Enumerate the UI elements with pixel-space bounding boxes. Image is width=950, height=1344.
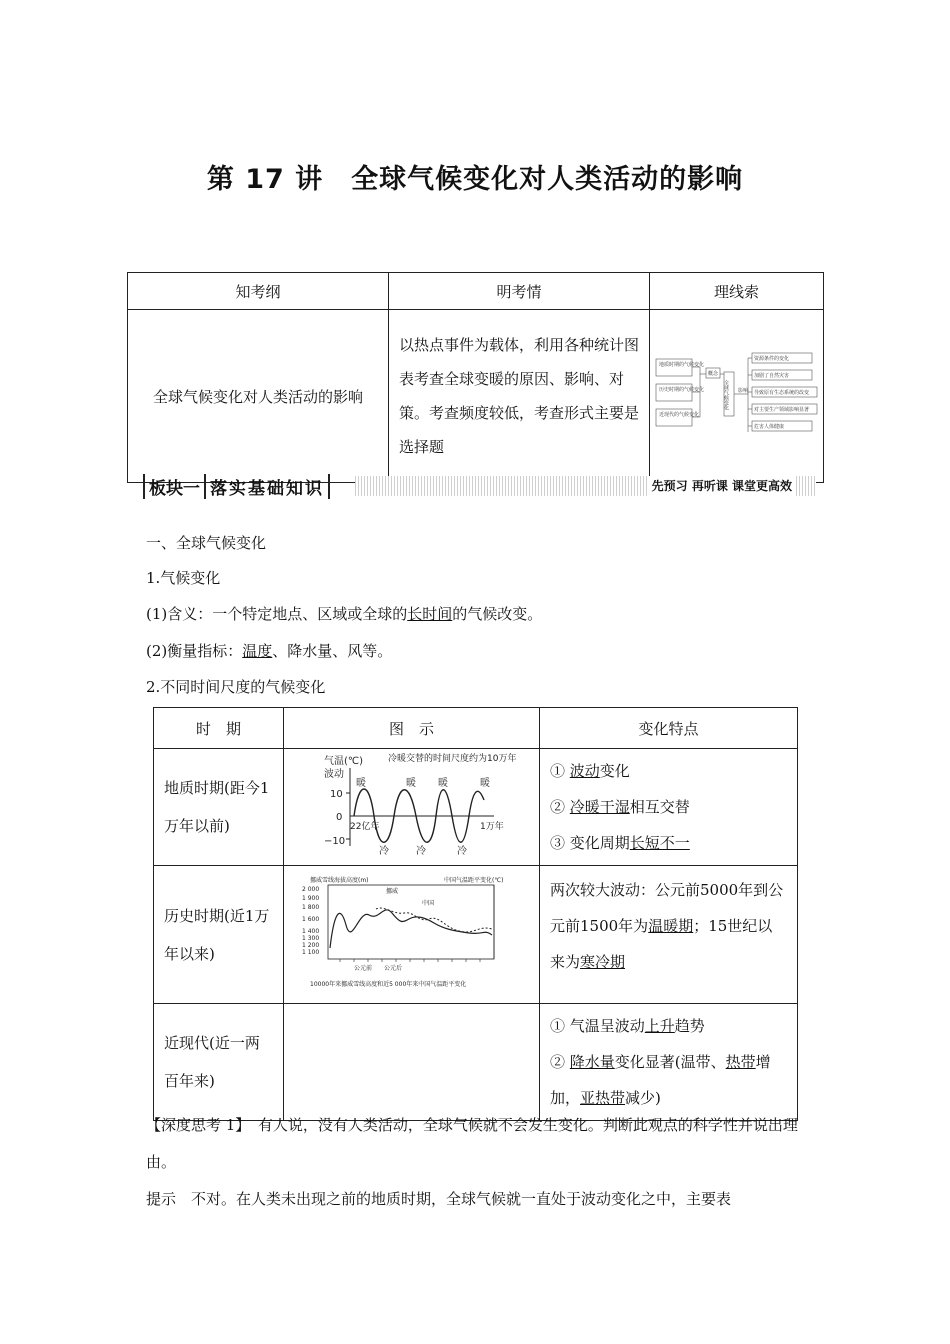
- geo-ytick-neg10: −10: [324, 836, 346, 847]
- mindmap-right-3: 对主要生产领域影响显著: [753, 407, 809, 413]
- answer-temperature: 温度: [242, 642, 273, 660]
- features-geologic: [540, 749, 798, 866]
- period-historic: 历史时期(近1万年以来): [154, 866, 284, 1004]
- mindmap-cell: [650, 310, 824, 483]
- geo-warm-4: 暖: [480, 778, 490, 789]
- geo-feature-3: ③ 变化周期长短不一: [550, 834, 690, 852]
- hist-ytick-6: 1 200: [302, 941, 320, 949]
- header-outline: 知考纲: [128, 273, 389, 310]
- geo-ytick-10: 10: [330, 789, 343, 800]
- geo-xend: 1万年: [480, 822, 504, 832]
- mindmap-left-1: 历史时期的气候变化: [658, 387, 704, 393]
- indicator-line: (2)衡量指标：温度、降水量、风等。: [146, 642, 393, 660]
- exam-info-cell: 以热点事件为载体，利用各种统计图表考查全球变暖的原因、影响、对策。考查频度较低，考查形式主要是选择题: [389, 310, 650, 483]
- deep-thinking-label: 【深度思考 1】: [146, 1116, 243, 1134]
- hist-right-title: 中国气温距平变化(℃): [444, 876, 504, 884]
- modern-feature-1: ① 气温呈波动上升趋势: [550, 1017, 705, 1035]
- hist-ytick-5: 1 300: [302, 934, 320, 942]
- mindmap-diagram: [652, 344, 822, 444]
- definition-line: (1)含义：一个特定地点、区域或全球的长时间的气候改变。: [146, 605, 543, 623]
- hist-china-line: [376, 908, 492, 932]
- historic-climate-chart: [284, 873, 537, 993]
- mindmap-left-0: 地质时期的气候变化: [658, 362, 704, 368]
- mindmap-right-2: 导致原有生态系统的改变: [753, 390, 809, 396]
- hist-ytick-7: 1 100: [302, 948, 320, 956]
- banner-label-2: 落实基础知识: [204, 474, 330, 499]
- historic-chart-cell: [284, 866, 540, 1004]
- geo-feature-1: ① 波动变化: [550, 762, 630, 780]
- mindmap-center: 全球气候变化: [722, 380, 729, 410]
- hist-series-norway: 挪威: [386, 887, 399, 895]
- geo-warm-2: 暖: [406, 778, 416, 789]
- geologic-temperature-chart: [284, 750, 537, 860]
- geo-xstart: 22亿年: [350, 822, 380, 832]
- hist-norway-line: [330, 909, 492, 947]
- features-modern: [540, 1004, 798, 1121]
- geo-note: 冷暖交替的时间尺度约为10万年: [388, 754, 517, 764]
- mindmap-right-0: 资源条件的变化: [753, 356, 789, 362]
- geo-warm-3: 暖: [438, 778, 448, 789]
- mindmap-effect: 影响: [737, 388, 748, 394]
- answer-warm-period: 温暖期: [648, 917, 694, 935]
- geo-cold-3: 冷: [457, 846, 467, 857]
- header-exam-info: 明考情: [389, 273, 650, 310]
- modern-chart-cell: [284, 1004, 540, 1121]
- section-heading: 一、全球气候变化: [146, 534, 267, 552]
- geo-ylabel2: 波动: [324, 769, 344, 780]
- mindmap-right-1: 加剧了自然灾害: [753, 373, 789, 379]
- geo-ylabel: 气温(℃): [324, 756, 364, 767]
- hist-ytick-2: 1 800: [302, 903, 320, 911]
- features-historic: 两次较大波动：公元前5000年到公元前1500年为温暖期；15世纪以来为寒冷期: [540, 866, 798, 1004]
- banner-slogan: 先预习 再听课 课堂更高效: [648, 476, 796, 496]
- hist-series-china: 中国: [422, 899, 435, 907]
- banner-label-1: 板块一: [143, 474, 204, 499]
- geo-cold-1: 冷: [379, 846, 389, 857]
- section-banner: [143, 474, 816, 498]
- deep-thinking-answer: 提示 不对。在人类未出现之前的地质时期，全球气候就一直处于波动变化之中，主要表: [146, 1190, 732, 1208]
- hist-bc: 公元前: [354, 964, 373, 972]
- header-features: 变化特点: [540, 708, 798, 749]
- hist-plot-frame: [328, 885, 494, 959]
- hist-ytick-4: 1 400: [302, 927, 320, 935]
- hist-caption: 10000年来挪威雪线高度和近5 000年来中国气温距平变化: [310, 980, 467, 988]
- mindmap-left-2: 近现代的气候变化: [658, 412, 699, 418]
- answer-long-time: 长时间: [407, 605, 453, 623]
- deep-thinking-question: 【深度思考 1】 有人说，没有人类活动，全球气候就不会发生变化。判断此观点的科学性并说出理由。: [146, 1116, 798, 1171]
- mindmap-right-4: 危害人体健康: [753, 424, 784, 430]
- outline-cell: 全球气候变化对人类活动的影响: [128, 310, 389, 483]
- geo-feature-2: ② 冷暖干湿相互交替: [550, 798, 690, 816]
- period-modern: 近现代(近一两百年来): [154, 1004, 284, 1121]
- subheading-time-scales: 2.不同时间尺度的气候变化: [146, 678, 326, 696]
- page-title: 第 17 讲 全球气候变化对人类活动的影响: [206, 164, 744, 195]
- overview-table: [127, 272, 824, 483]
- period-geologic: 地质时期(距今1万年以前): [154, 749, 284, 866]
- geo-ytick-0: 0: [336, 812, 343, 823]
- hist-left-title: 挪威雪线海拔高度(m): [310, 876, 369, 884]
- geo-warm-1: 暖: [356, 778, 366, 789]
- subheading-climate-change: 1.气候变化: [146, 569, 221, 587]
- header-clues: 理线索: [650, 273, 824, 310]
- header-period: 时 期: [154, 708, 284, 749]
- hist-ytick-3: 1 600: [302, 915, 320, 923]
- header-diagram: 图 示: [284, 708, 540, 749]
- answer-cold-period: 寒冷期: [580, 953, 626, 971]
- modern-feature-2: ② 降水量变化显著(温带、热带增加，亚热带减少): [550, 1053, 771, 1107]
- mindmap-concept: 概念: [707, 371, 718, 377]
- hist-ytick-0: 2 000: [302, 885, 320, 893]
- geo-cold-2: 冷: [416, 846, 426, 857]
- hist-ad: 公元后: [384, 964, 403, 972]
- time-scale-table: [153, 707, 798, 1121]
- hist-ytick-1: 1 900: [302, 894, 320, 902]
- geologic-chart-cell: [284, 749, 540, 866]
